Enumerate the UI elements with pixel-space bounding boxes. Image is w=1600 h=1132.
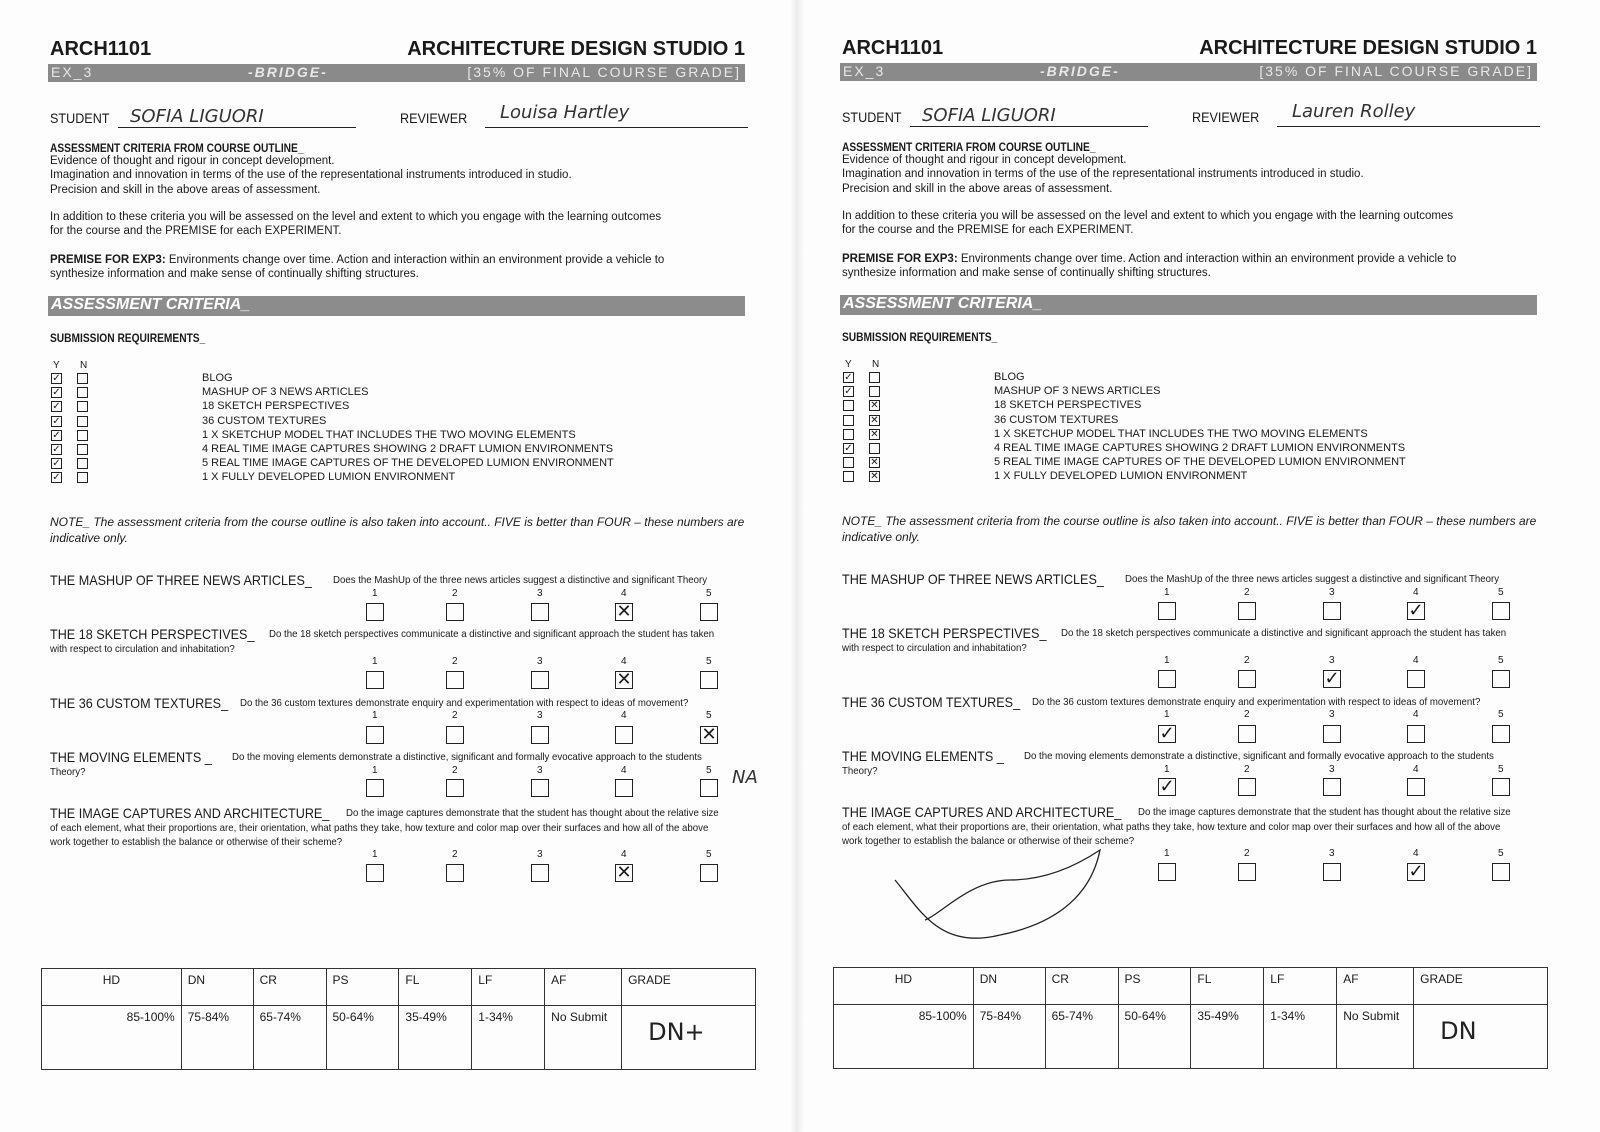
- exercise-label: EX_3: [843, 63, 886, 79]
- course-title: ARCHITECTURE DESIGN STUDIO 1: [1199, 37, 1537, 59]
- outline-line: Evidence of thought and rigour in concept development.: [50, 155, 335, 167]
- section-title: THE MASHUP OF THREE NEWS ARTICLES_: [842, 571, 1104, 587]
- scale-number: 4: [621, 849, 627, 860]
- score-checkbox-5[interactable]: [1492, 602, 1510, 620]
- requirement-no-checkbox[interactable]: [869, 443, 880, 454]
- premise-line-2: synthesize information and make sense of continually shifting structures.: [842, 267, 1211, 279]
- grade-header-hd: HD: [42, 969, 182, 1006]
- premise-text: Environments change over time. Action and interaction within an environment provide a vehicle to: [957, 253, 1457, 265]
- requirement-yes-checkbox[interactable]: ✓: [844, 443, 853, 454]
- note-line: indicative only.: [842, 530, 920, 544]
- score-checkbox-5[interactable]: [1492, 725, 1510, 743]
- premise-line-1: [842, 253, 1456, 265]
- section-question-cont: with respect to circulation and inhabitation?: [50, 643, 235, 655]
- scale-number: 2: [1244, 587, 1250, 598]
- requirement-yes-checkbox[interactable]: ✓: [52, 387, 61, 399]
- requirement-label: 1 X SKETCHUP MODEL THAT INCLUDES THE TWO MOVING ELEMENTS: [994, 427, 1368, 440]
- grade-table: [41, 968, 756, 1070]
- score-checkbox-3[interactable]: [531, 603, 549, 621]
- scale-number: 3: [537, 656, 543, 667]
- grade-header-hd: HD: [834, 968, 974, 1005]
- section-row: [50, 626, 277, 644]
- student-line: [118, 127, 356, 128]
- scale-number: 4: [1413, 587, 1419, 598]
- exercise-bar: [48, 64, 745, 82]
- score-checkbox-2[interactable]: [1238, 863, 1256, 881]
- premise-line-1: [50, 254, 664, 266]
- section-question: Do the 36 custom textures demonstrate enquiry and experimentation with respect to ideas of movement?: [1032, 696, 1481, 708]
- score-checkbox-2[interactable]: [446, 779, 464, 797]
- grade-range: 65-74%: [253, 1006, 326, 1070]
- requirement-no-checkbox[interactable]: ✕: [870, 400, 879, 412]
- outline-line: Precision and skill in the above areas of assessment.: [842, 182, 1113, 195]
- section-row: [842, 804, 1152, 822]
- requirement-label: MASHUP OF 3 NEWS ARTICLES: [202, 386, 369, 399]
- section-question-cont: work together to establish the balance or otherwise of their scheme?: [842, 835, 1135, 847]
- assessment-sheet-right: [832, 0, 1552, 1131]
- scale-number: 3: [537, 588, 543, 599]
- score-checkbox-3[interactable]: [531, 671, 549, 689]
- grade-header-lf: LF: [472, 969, 545, 1006]
- scale-number: 2: [1244, 709, 1250, 720]
- scale-number: 1: [1164, 655, 1170, 666]
- project-label: -BRIDGE-: [1040, 63, 1120, 79]
- requirement-label: BLOG: [994, 371, 1025, 383]
- score-checkbox-5[interactable]: [1492, 670, 1510, 688]
- section-question: Do the moving elements demonstrate a distinctive, significant and formally evocative approach to the students: [232, 751, 702, 763]
- grade-header-af: AF: [1337, 968, 1414, 1005]
- grade-range: 75-84%: [181, 1006, 253, 1070]
- section-question: Does the MashUp of the three news articles suggest a distinctive and significant Theory: [333, 574, 708, 586]
- requirement-no-checkbox[interactable]: ✕: [870, 457, 879, 469]
- requirement-no-checkbox[interactable]: ✕: [870, 414, 879, 426]
- section-title: THE 18 SKETCH PERSPECTIVES_: [50, 626, 255, 642]
- score-checkbox-3[interactable]: ✓: [1324, 668, 1340, 688]
- requirement-yes-checkbox[interactable]: ✓: [52, 472, 61, 484]
- score-checkbox-5[interactable]: [700, 779, 718, 797]
- score-checkbox-2[interactable]: [446, 726, 464, 744]
- section-row: [50, 805, 360, 823]
- final-grade[interactable]: DN: [1440, 1017, 1477, 1045]
- section-title: THE 18 SKETCH PERSPECTIVES_: [842, 625, 1047, 641]
- scale-number: 5: [1498, 764, 1504, 775]
- section-title: THE IMAGE CAPTURES AND ARCHITECTURE_: [50, 805, 330, 821]
- requirement-label: 1 X FULLY DEVELOPED LUMION ENVIRONMENT: [994, 470, 1248, 483]
- score-checkbox-1[interactable]: ✓: [1159, 776, 1175, 796]
- score-checkbox-1[interactable]: [366, 603, 384, 621]
- addition-line: In addition to these criteria you will be assessed on the level and extent to which you engage with the learning outcomes: [842, 210, 1454, 222]
- outline-line: Evidence of thought and rigour in concept development.: [842, 154, 1127, 166]
- requirement-yes-checkbox[interactable]: ✓: [52, 444, 61, 455]
- section-question: Do the moving elements demonstrate a distinctive, significant and formally evocative approach to the students: [1024, 750, 1494, 762]
- requirement-yes-checkbox[interactable]: ✓: [52, 373, 61, 384]
- score-checkbox-2[interactable]: [1238, 725, 1256, 743]
- scale-number: 2: [452, 588, 458, 599]
- grade-range: 75-84%: [973, 1005, 1045, 1069]
- grade-header-grade: GRADE: [622, 969, 756, 1006]
- requirement-no-checkbox[interactable]: [869, 372, 880, 383]
- score-checkbox-3[interactable]: [1323, 778, 1341, 796]
- grade-header-fl: FL: [399, 969, 472, 1006]
- score-checkbox-2[interactable]: [1238, 670, 1256, 688]
- no-header: N: [872, 359, 880, 370]
- scale-number: 1: [372, 710, 378, 721]
- score-checkbox-3[interactable]: [1323, 602, 1341, 620]
- scale-number: 4: [621, 656, 627, 667]
- grade-header-cr: CR: [1045, 968, 1118, 1005]
- requirement-yes-checkbox[interactable]: [843, 471, 854, 482]
- requirement-no-checkbox[interactable]: [77, 444, 88, 455]
- requirement-yes-checkbox[interactable]: ✓: [844, 386, 853, 398]
- assessment-criteria-bar: ASSESSMENT CRITERIA_: [48, 296, 745, 316]
- requirement-yes-checkbox[interactable]: ✓: [52, 401, 61, 413]
- requirement-no-checkbox[interactable]: [77, 387, 88, 398]
- grade-range: No Submit: [1337, 1005, 1414, 1069]
- scale-number: 4: [1413, 848, 1419, 859]
- score-checkbox-4[interactable]: [615, 726, 633, 744]
- scale-number: 3: [537, 765, 543, 776]
- score-checkbox-5[interactable]: [700, 864, 718, 882]
- requirement-no-checkbox[interactable]: [869, 386, 880, 397]
- scale-number: 4: [621, 710, 627, 721]
- scale-number: 3: [1329, 709, 1335, 720]
- scale-number: 3: [1329, 848, 1335, 859]
- reviewer-line: [1277, 126, 1540, 127]
- reviewer-label: REVIEWER: [1192, 109, 1260, 125]
- score-checkbox-5[interactable]: ✕: [701, 724, 717, 744]
- grade-header-cr: CR: [253, 969, 326, 1006]
- grade-range: 1-34%: [1264, 1005, 1337, 1069]
- section-row: [842, 748, 1022, 766]
- score-checkbox-1[interactable]: [1158, 602, 1176, 620]
- grade-header-dn: DN: [181, 969, 253, 1006]
- scale-number: 2: [1244, 655, 1250, 666]
- section-question: Do the image captures demonstrate that the student has thought about the relative size: [1138, 806, 1511, 818]
- requirement-yes-checkbox[interactable]: ✓: [52, 429, 61, 441]
- scale-number: 4: [621, 765, 627, 776]
- requirement-label: 5 REAL TIME IMAGE CAPTURES OF THE DEVELOPED LUMION ENVIRONMENT: [994, 456, 1406, 469]
- section-title: THE MOVING ELEMENTS _: [842, 748, 1004, 764]
- score-checkbox-2[interactable]: [1238, 602, 1256, 620]
- outline-line: Imagination and innovation in terms of the use of the representational instruments introduced in studio.: [842, 168, 1364, 181]
- scale-number: 4: [1413, 764, 1419, 775]
- scale-number: 5: [1498, 655, 1504, 666]
- scale-number: 2: [1244, 848, 1250, 859]
- section-row: [50, 695, 248, 713]
- outline-line: Imagination and innovation in terms of the use of the representational instruments introduced in studio.: [50, 169, 572, 182]
- section-question: Do the 36 custom textures demonstrate enquiry and experimentation with respect to ideas of movement?: [240, 697, 689, 709]
- section-title: THE IMAGE CAPTURES AND ARCHITECTURE_: [842, 804, 1122, 820]
- scale-number: 1: [1164, 709, 1170, 720]
- scale-number: 5: [1498, 587, 1504, 598]
- section-row: [842, 625, 1069, 643]
- requirement-label: 4 REAL TIME IMAGE CAPTURES SHOWING 2 DRAFT LUMION ENVIRONMENTS: [202, 443, 614, 455]
- requirement-yes-checkbox[interactable]: ✓: [52, 415, 61, 427]
- grade-header-grade: GRADE: [1414, 968, 1548, 1005]
- grade-range: 85-100%: [834, 1005, 974, 1069]
- requirement-label: 36 CUSTOM TEXTURES: [994, 413, 1119, 426]
- premise-line-2: synthesize information and make sense of continually shifting structures.: [50, 268, 419, 280]
- reviewer-name[interactable]: Lauren Rolley: [1292, 101, 1416, 122]
- requirement-no-checkbox[interactable]: [77, 472, 88, 483]
- grade-range: 35-49%: [1191, 1005, 1264, 1069]
- score-checkbox-3[interactable]: [531, 779, 549, 797]
- scale-number: 1: [372, 765, 378, 776]
- requirement-no-checkbox[interactable]: ✕: [870, 428, 879, 440]
- scale-number: 5: [706, 765, 712, 776]
- grade-range: 50-64%: [326, 1006, 399, 1070]
- score-checkbox-5[interactable]: [700, 671, 718, 689]
- score-checkbox-3[interactable]: [531, 726, 549, 744]
- scale-number: 3: [537, 849, 543, 860]
- score-checkbox-1[interactable]: [366, 864, 384, 882]
- section-question: Does the MashUp of the three news articles suggest a distinctive and significant Theory: [1125, 573, 1500, 585]
- course-code: ARCH1101: [842, 37, 944, 59]
- score-checkbox-1[interactable]: [366, 779, 384, 797]
- score-checkbox-1[interactable]: [1158, 670, 1176, 688]
- outline-heading: ASSESSMENT CRITERIA FROM COURSE OUTLINE_: [50, 141, 304, 155]
- grade-range: 65-74%: [1045, 1005, 1118, 1069]
- requirement-label: 4 REAL TIME IMAGE CAPTURES SHOWING 2 DRAFT LUMION ENVIRONMENTS: [994, 442, 1406, 454]
- requirement-yes-checkbox[interactable]: [843, 415, 854, 426]
- section-question-cont: Theory?: [50, 766, 86, 778]
- scale-number: 3: [1329, 764, 1335, 775]
- requirement-label: 18 SKETCH PERSPECTIVES: [202, 400, 350, 413]
- note-line: indicative only.: [50, 531, 128, 545]
- grade-range: 85-100%: [42, 1006, 182, 1070]
- scale-number: 5: [706, 710, 712, 721]
- scale-number: 5: [1498, 848, 1504, 859]
- premise-label: PREMISE FOR EXP3:: [842, 253, 958, 265]
- requirement-no-checkbox[interactable]: [77, 401, 88, 412]
- requirement-label: BLOG: [202, 372, 233, 384]
- project-label: -BRIDGE-: [248, 64, 328, 80]
- weight-label: [35% OF FINAL COURSE GRADE]: [467, 64, 741, 80]
- grade-range: 50-64%: [1118, 1005, 1191, 1069]
- scale-number: 5: [706, 656, 712, 667]
- section-question-cont: of each element, what their proportions are, their orientation, what paths they take, how texture and color map over their surfaces and how all of the above: [50, 822, 709, 834]
- scale-number: 1: [372, 849, 378, 860]
- score-checkbox-1[interactable]: ✓: [1159, 723, 1175, 743]
- section-question: Do the 18 sketch perspectives communicate a distinctive and significant approach the student has taken: [269, 628, 715, 640]
- submission-heading: SUBMISSION REQUIREMENTS_: [50, 331, 206, 345]
- course-title: ARCHITECTURE DESIGN STUDIO 1: [407, 38, 745, 60]
- score-checkbox-5[interactable]: [1492, 778, 1510, 796]
- grade-header-ps: PS: [326, 969, 399, 1006]
- requirement-label: 36 CUSTOM TEXTURES: [202, 414, 327, 427]
- scale-number: 3: [1329, 655, 1335, 666]
- score-checkbox-3[interactable]: [1323, 863, 1341, 881]
- score-checkbox-4[interactable]: [1407, 670, 1425, 688]
- premise-text: Environments change over time. Action and interaction within an environment provide a vehicle to: [165, 254, 665, 266]
- section-question-cont: work together to establish the balance or otherwise of their scheme?: [50, 836, 343, 848]
- grade-header-fl: FL: [1191, 968, 1264, 1005]
- requirement-yes-checkbox[interactable]: [843, 429, 854, 440]
- weight-label: [35% OF FINAL COURSE GRADE]: [1259, 63, 1533, 79]
- requirement-no-checkbox[interactable]: [77, 430, 88, 441]
- section-row: [50, 749, 230, 767]
- grade-range: 35-49%: [399, 1006, 472, 1070]
- score-checkbox-5[interactable]: [700, 603, 718, 621]
- student-line: [910, 126, 1148, 127]
- grade-range: No Submit: [545, 1006, 622, 1070]
- addition-line: In addition to these criteria you will be assessed on the level and extent to which you engage with the learning outcomes: [50, 211, 662, 223]
- page-fold: [790, 0, 804, 1132]
- requirement-yes-checkbox[interactable]: [843, 400, 854, 411]
- na-annotation: NA: [732, 767, 758, 788]
- scale-number: 2: [452, 765, 458, 776]
- student-label: STUDENT: [842, 109, 902, 125]
- section-title: THE MASHUP OF THREE NEWS ARTICLES_: [50, 572, 312, 588]
- section-title: THE MOVING ELEMENTS _: [50, 749, 212, 765]
- scale-number: 2: [452, 849, 458, 860]
- score-checkbox-2[interactable]: [1238, 778, 1256, 796]
- exercise-bar: [840, 63, 1537, 81]
- score-checkbox-4[interactable]: [1407, 778, 1425, 796]
- section-title: THE 36 CUSTOM TEXTURES_: [50, 695, 229, 711]
- reviewer-label: REVIEWER: [400, 110, 468, 126]
- scale-number: 5: [706, 849, 712, 860]
- score-checkbox-4[interactable]: ✓: [1408, 600, 1424, 620]
- addition-line: for the course and the PREMISE for each EXPERIMENT.: [842, 224, 1134, 237]
- section-row: [842, 571, 1133, 589]
- requirement-label: MASHUP OF 3 NEWS ARTICLES: [994, 385, 1161, 398]
- outline-line: Precision and skill in the above areas of assessment.: [50, 183, 321, 196]
- requirement-label: 1 X FULLY DEVELOPED LUMION ENVIRONMENT: [202, 471, 456, 484]
- score-checkbox-3[interactable]: [531, 864, 549, 882]
- score-checkbox-1[interactable]: [1158, 863, 1176, 881]
- scale-number: 4: [621, 588, 627, 599]
- requirement-no-checkbox[interactable]: ✕: [870, 471, 879, 483]
- grade-table: [833, 967, 1548, 1069]
- requirement-yes-checkbox[interactable]: ✓: [844, 372, 853, 383]
- no-header: N: [80, 360, 88, 371]
- section-question-cont: with respect to circulation and inhabitation?: [842, 642, 1027, 654]
- scale-number: 2: [452, 710, 458, 721]
- scale-number: 2: [1244, 764, 1250, 775]
- scale-number: 1: [372, 656, 378, 667]
- scale-number: 5: [706, 588, 712, 599]
- outline-heading: ASSESSMENT CRITERIA FROM COURSE OUTLINE_: [842, 140, 1096, 154]
- note-line: NOTE_ The assessment criteria from the course outline is also taken into account.. FIVE is better than FOUR – these numbers are: [50, 515, 745, 529]
- score-checkbox-2[interactable]: [446, 864, 464, 882]
- final-grade[interactable]: DN+: [648, 1018, 705, 1046]
- score-checkbox-1[interactable]: [366, 671, 384, 689]
- score-checkbox-4[interactable]: ✓: [1408, 861, 1424, 881]
- score-checkbox-2[interactable]: [446, 671, 464, 689]
- requirement-yes-checkbox[interactable]: ✓: [52, 458, 61, 470]
- scale-number: 4: [1413, 709, 1419, 720]
- student-name[interactable]: SOFIA LIGUORI: [130, 106, 264, 127]
- grade-header-dn: DN: [973, 968, 1045, 1005]
- exercise-label: EX_3: [51, 64, 94, 80]
- score-checkbox-2[interactable]: [446, 603, 464, 621]
- score-checkbox-5[interactable]: [1492, 863, 1510, 881]
- grade-cell: [622, 1006, 756, 1070]
- score-checkbox-4[interactable]: ✕: [616, 669, 632, 689]
- student-label: STUDENT: [50, 110, 110, 126]
- score-checkbox-4[interactable]: [615, 779, 633, 797]
- requirement-no-checkbox[interactable]: [77, 416, 88, 427]
- section-question: Do the 18 sketch perspectives communicate a distinctive and significant approach the student has taken: [1061, 627, 1507, 639]
- requirement-label: 5 REAL TIME IMAGE CAPTURES OF THE DEVELOPED LUMION ENVIRONMENT: [202, 457, 614, 470]
- grade-cell: [1414, 1005, 1548, 1069]
- yes-header: Y: [53, 360, 60, 371]
- section-row: [842, 694, 1040, 712]
- grade-header-af: AF: [545, 969, 622, 1006]
- submission-heading: SUBMISSION REQUIREMENTS_: [842, 330, 998, 344]
- section-question: Do the image captures demonstrate that the student has thought about the relative size: [346, 807, 719, 819]
- grade-header-ps: PS: [1118, 968, 1191, 1005]
- section-question-cont: of each element, what their proportions are, their orientation, what paths they take, how texture and color map over their surfaces and how all of the above: [842, 821, 1501, 833]
- addition-line: for the course and the PREMISE for each EXPERIMENT.: [50, 225, 342, 238]
- section-title: THE 36 CUSTOM TEXTURES_: [842, 694, 1021, 710]
- premise-label: PREMISE FOR EXP3:: [50, 254, 166, 266]
- score-checkbox-4[interactable]: ✕: [616, 601, 632, 621]
- note-line: NOTE_ The assessment criteria from the course outline is also taken into account.. FIVE is better than FOUR – these numbers are: [842, 514, 1537, 528]
- reviewer-line: [485, 127, 748, 128]
- grade-header-lf: LF: [1264, 968, 1337, 1005]
- scale-number: 5: [1498, 709, 1504, 720]
- scale-number: 3: [1329, 587, 1335, 598]
- section-row: [50, 572, 341, 590]
- student-name[interactable]: SOFIA LIGUORI: [922, 105, 1056, 126]
- grade-range: 1-34%: [472, 1006, 545, 1070]
- section-question-cont: Theory?: [842, 765, 878, 777]
- scale-number: 1: [1164, 848, 1170, 859]
- score-checkbox-1[interactable]: [366, 726, 384, 744]
- requirement-label: 1 X SKETCHUP MODEL THAT INCLUDES THE TWO MOVING ELEMENTS: [202, 428, 576, 441]
- scale-number: 1: [372, 588, 378, 599]
- requirement-no-checkbox[interactable]: [77, 373, 88, 384]
- assessment-criteria-bar: ASSESSMENT CRITERIA_: [840, 295, 1537, 315]
- assessment-sheet-left: [40, 0, 760, 1132]
- score-checkbox-3[interactable]: [1323, 725, 1341, 743]
- requirement-yes-checkbox[interactable]: [843, 457, 854, 468]
- requirement-label: 18 SKETCH PERSPECTIVES: [994, 399, 1142, 412]
- scale-number: 3: [537, 710, 543, 721]
- requirement-no-checkbox[interactable]: [77, 458, 88, 469]
- hand-drawn-sketch: [890, 840, 1120, 960]
- scale-number: 2: [452, 656, 458, 667]
- scale-number: 1: [1164, 764, 1170, 775]
- scale-number: 4: [1413, 655, 1419, 666]
- score-checkbox-4[interactable]: [1407, 725, 1425, 743]
- reviewer-name[interactable]: Louisa Hartley: [500, 102, 630, 123]
- score-checkbox-4[interactable]: ✕: [616, 862, 632, 882]
- course-code: ARCH1101: [50, 38, 152, 60]
- yes-header: Y: [845, 359, 852, 370]
- scale-number: 1: [1164, 587, 1170, 598]
